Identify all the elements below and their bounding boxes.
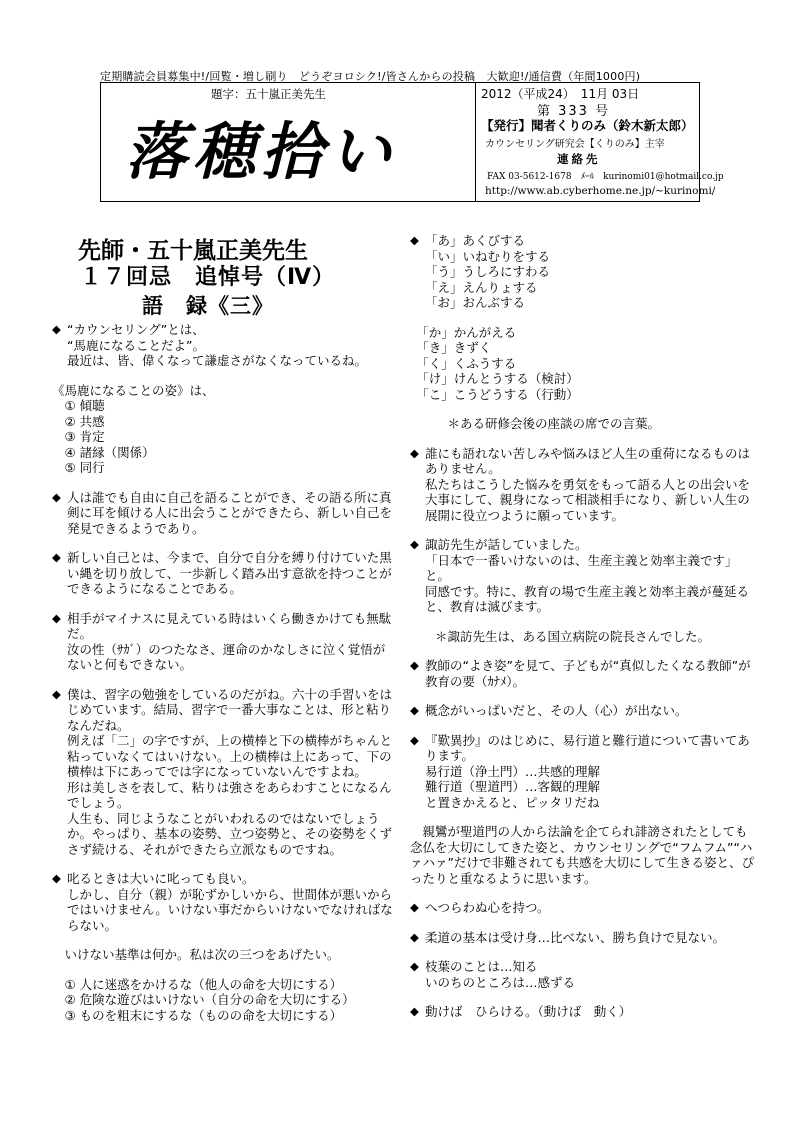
saying-note: ＊諏訪先生は、ある国立病院の院長さんでした。 xyxy=(410,628,711,644)
masthead xyxy=(100,82,724,202)
saying-item: ◆ 相手がマイナスに見えている時はいくら働きかけても無駄だ。 汝の性（ｻｶﾞ）のつたなさ、運命のかなしさに泣く覚悟がないと何もできない。 xyxy=(52,611,397,673)
saying-item: ◆ 僕は、習字の勉強をしているのだがね。六十の手習いをはじめています。結局、習字で一番大事なことは、形と粘りなんだね。 例えば「二」の字ですが、上の横棒と下の横棒がちゃんと粘っていなくてはいけない。上の横棒は上にあって、下の横棒は下にあってでは字になっていないんですよね。 形は美しさを表して、粘りは強さをあらわすことになるんでしょう。 人生も、同じようなことがいわれるのではないでしょうか。やっぱり、基本の姿勢、立つ姿勢と、その姿勢をくずさず続ける、それができたら立派なものですね。 xyxy=(52,687,397,858)
saying-item: ◆ 新しい自己とは、今まで、自分で自分を縛り付けていた黒い縄を切り放して、一歩新しく踏み出す意欲を持つことができるようになることである。 xyxy=(52,550,397,597)
saying-note: ① 人に迷惑をかけるな（他人の命を大切にする） ② 危険な遊びはいけない（自分の命を大切にする） ③ ものを粗末にするな（ものの命を大切にする） xyxy=(64,976,355,1023)
saying-item: ◆ 枝葉のことは…知る いのちのところは…感ずる xyxy=(410,959,755,990)
newsletter-logo xyxy=(123,113,453,183)
saying-item: ◆ 動けば ひらける。（動けば 動く） xyxy=(410,1004,755,1020)
saying-item: ◆ 叱るときは大いに叱っても良い。 しかし、自分（親）が恥ずかしいから、世間体が悪いからではいけません。いけない事だからいけないでなければならない。 xyxy=(52,871,397,933)
publisher: 【発行】聞者くりのみ（鈴木新太郎） xyxy=(481,118,694,133)
left-column xyxy=(52,322,397,1037)
saying-note: 親鸞が聖道門の人から法論を企てられ誹謗されたとしても念仏を大切にしてきた姿と、カウンセリングで“フムフム”“ハァハァ”だけで非難されても共感を大切にして生きる姿と、ぴったりと重なるように思います。 xyxy=(410,824,754,886)
saying-item: ◆ 諏訪先生が話していました。 「日本で一番いけないのは、生産主義と効率主義です」と。 同感です。特に、教育の場で生産主義と効率主義が蔓延ると、教育は滅びます。 xyxy=(410,537,755,615)
issue-number: 第 333 号 xyxy=(537,104,611,119)
masthead-title-area xyxy=(101,83,476,201)
saying-item: ◆ 教師の“よき姿”を見て、子どもが“真似したくなる教師”が教育の要（ｶﾅﾒ）。 xyxy=(410,658,755,689)
saying-note: いけない基準は何か。私は次の三つをあげたい。 xyxy=(52,947,340,962)
contact-label: 連絡先 xyxy=(557,152,601,166)
issue-date: 2012（平成24） 11月 03日 xyxy=(481,87,640,101)
website-url[interactable]: http://www.ab.cyberhome.ne.jp/~kurinomi/ xyxy=(485,185,716,197)
logo-text: 落穂拾い xyxy=(125,115,398,183)
article-title-line-1: 先師・五十嵐正美先生 xyxy=(78,238,308,264)
saying-item: ◆ 人は誰でも自由に自己を語ることができ、その語る所に真剣に耳を傾ける人に出会うことができたら、新しい自己を発見できるようであり。 xyxy=(52,490,397,537)
saying-item: ◆ 「あ」あくびする 「い」いねむりをする 「う」うしろにすわる 「え」えんりょする 「お」おんぶする xyxy=(410,233,755,311)
organization: カウンセリング研究会【くりのみ】主宰 xyxy=(485,139,665,150)
saying-item: ◆ 『歎異抄』のはじめに、易行道と難行道について書いてあります。 易行道（浄土門）…共感的理解 難行道（聖道門）…客観的理解 と置きかえると、ピッタリだね xyxy=(410,733,755,811)
title-calligrapher-credit: 題字：五十嵐正美先生 xyxy=(211,87,326,101)
saying-item: ◆ 誰にも語れない苦しみや悩みほど人生の重荷になるものはありません。 私たちはこうした悩みを勇気をもって語る人との出会いを大事にして、親身になって相談相手になり、新しい人生の展開に役立つように願っています。 xyxy=(410,446,755,524)
article-title-line-2: １７回忌 追悼号（Ⅳ） xyxy=(80,265,336,290)
article-title-line-3: 語 録《三》 xyxy=(142,294,274,318)
saying-item: ◆ “カウンセリング”とは、 “馬鹿になることだよ”。 最近は、皆、偉くなって謙虚さがなくなっているね。 xyxy=(52,322,397,369)
saying-note: 「か」かんがえる 「き」きずく 「く」くふうする 「け」けんとうする（検討） 「こ」こうどうする（行動） xyxy=(422,324,579,402)
saying-item: ◆ へつらわぬ心を持つ。 xyxy=(410,900,755,916)
saying-note: ＊ある研修会後の座談の席での言葉。 xyxy=(410,416,661,431)
subscription-banner: 定期購読会員募集中!/回覧・増し刷り どうぞヨロシク!/皆さんからの投稿 大歓迎!/通信費（年間1000円) xyxy=(100,70,641,83)
saying-item: ◆ 概念がいっぱいだと、その人（心）が出ない。 xyxy=(410,703,755,719)
right-column xyxy=(410,233,755,1034)
saying-note: 《馬鹿になることの姿》は、 ① 傾聴 ② 共感 ③ 肯定 ④ 諸縁（関係） ⑤ 同行 xyxy=(52,382,215,475)
fax-email: FAX 03-5612-1678 ﾒｰﾙ kurinomi01@hotmail.co.jp xyxy=(487,172,724,182)
saying-item: ◆ 柔道の基本は受け身…比べない、勝ち負けで見ない。 xyxy=(410,930,755,946)
